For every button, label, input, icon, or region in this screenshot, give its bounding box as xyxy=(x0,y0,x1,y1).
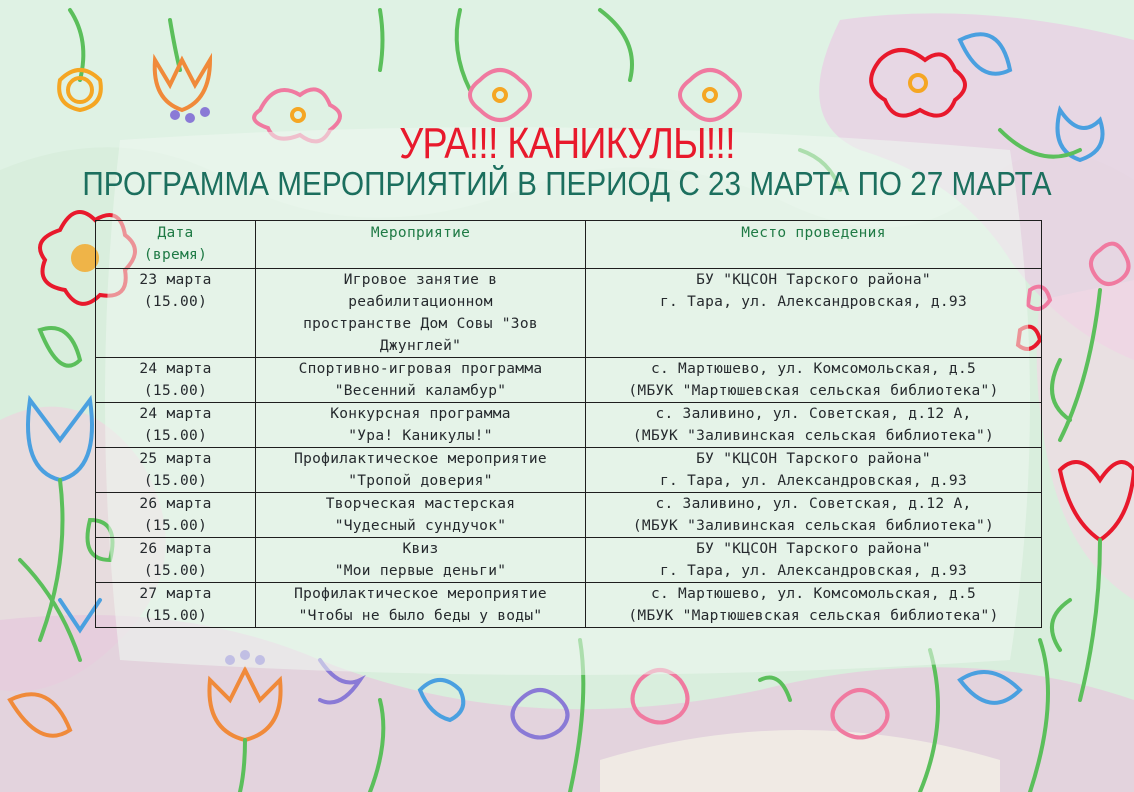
place-cell xyxy=(586,358,1042,403)
event-cell-line: "Чудесный сундучок" xyxy=(334,518,507,534)
place-cell xyxy=(586,448,1042,493)
event-cell-line: "Тропой доверия" xyxy=(348,473,493,489)
poster-title: УРА!!! КАНИКУЛЫ!!! xyxy=(399,119,735,168)
event-cell-line: "Ура! Каникулы!" xyxy=(348,428,493,444)
event-cell xyxy=(256,269,586,358)
event-cell-line: "Чтобы не было беды у воды" xyxy=(298,608,543,624)
date-cell xyxy=(96,403,256,448)
event-cell-line: пространстве Дом Совы "Зов xyxy=(303,316,538,332)
date-cell xyxy=(96,583,256,628)
event-cell-line: Творческая мастерская xyxy=(325,496,516,512)
place-cell-line: с. Заливино, ул. Советская, д.12 А, xyxy=(655,406,972,422)
event-cell xyxy=(256,538,586,583)
date-cell-line: 26 марта xyxy=(139,541,212,557)
date-cell-line: 25 марта xyxy=(139,451,212,467)
place-cell-line: (МБУК "Заливинская сельская библиотека") xyxy=(632,518,995,534)
place-cell-line: с. Мартюшево, ул. Комсомольская, д.5 xyxy=(650,586,977,602)
event-cell-line: Конкурсная программа xyxy=(330,406,511,422)
event-cell-line: "Весенний каламбур" xyxy=(334,383,507,399)
place-cell xyxy=(586,403,1042,448)
header-date xyxy=(96,221,256,269)
poster-subtitle: ПРОГРАММА МЕРОПРИЯТИЙ В ПЕРИОД С 23 МАРТА ПО 27 МАРТА xyxy=(82,165,1052,202)
event-cell xyxy=(256,358,586,403)
date-cell-line: (15.00) xyxy=(143,473,208,489)
event-cell-line: Джунглей" xyxy=(379,338,462,354)
event-cell-line: Профилактическое мероприятие xyxy=(294,586,547,602)
date-cell-line: 24 марта xyxy=(139,361,212,377)
table-row xyxy=(96,583,1042,628)
table-row xyxy=(96,269,1042,358)
place-cell-line: БУ "КЦСОН Тарского района" xyxy=(696,272,931,288)
header-date-line: Дата xyxy=(157,225,194,241)
event-cell-line: Профилактическое мероприятие xyxy=(294,451,547,467)
date-cell-line: (15.00) xyxy=(143,518,208,534)
table-row xyxy=(96,403,1042,448)
header-place xyxy=(586,221,1042,269)
place-cell-line: г. Тара, ул. Александровская, д.93 xyxy=(659,294,967,310)
table-header-row xyxy=(96,221,1042,269)
date-cell-line: (15.00) xyxy=(143,383,208,399)
place-cell xyxy=(586,538,1042,583)
event-cell-line: "Мои первые деньги" xyxy=(334,563,507,579)
event-cell-line: Квиз xyxy=(402,541,439,557)
event-cell-line: Спортивно-игровая программа xyxy=(298,361,543,377)
place-cell-line: с. Мартюшево, ул. Комсомольская, д.5 xyxy=(650,361,977,377)
header-place-line: Место проведения xyxy=(741,225,886,241)
place-cell-line: г. Тара, ул. Александровская, д.93 xyxy=(659,473,967,489)
date-cell xyxy=(96,269,256,358)
date-cell-line: 24 марта xyxy=(139,406,212,422)
place-cell-line: (МБУК "Мартюшевская сельская библиотека") xyxy=(628,383,999,399)
event-cell xyxy=(256,493,586,538)
event-cell xyxy=(256,403,586,448)
header-date-line: (время) xyxy=(143,247,208,263)
event-cell xyxy=(256,448,586,493)
header-event xyxy=(256,221,586,269)
place-cell-line: БУ "КЦСОН Тарского района" xyxy=(696,451,931,467)
place-cell-line: г. Тара, ул. Александровская, д.93 xyxy=(659,563,967,579)
place-cell-line: (МБУК "Мартюшевская сельская библиотека") xyxy=(628,608,999,624)
date-cell-line: 23 марта xyxy=(139,272,212,288)
place-cell-line: с. Заливино, ул. Советская, д.12 А, xyxy=(655,496,972,512)
date-cell-line: (15.00) xyxy=(143,428,208,444)
date-cell-line: 26 марта xyxy=(139,496,212,512)
date-cell xyxy=(96,538,256,583)
date-cell-line: (15.00) xyxy=(143,608,208,624)
place-cell xyxy=(586,269,1042,358)
date-cell xyxy=(96,448,256,493)
table-row xyxy=(96,448,1042,493)
place-cell-line: (МБУК "Заливинская сельская библиотека") xyxy=(632,428,995,444)
event-cell xyxy=(256,583,586,628)
table-row xyxy=(96,358,1042,403)
event-cell-line: Игровое занятие в xyxy=(343,272,498,288)
date-cell xyxy=(96,358,256,403)
event-cell-line: реабилитационном xyxy=(348,294,493,310)
table-body xyxy=(96,269,1042,628)
table-row xyxy=(96,538,1042,583)
header-event-line: Мероприятие xyxy=(370,225,471,241)
events-table xyxy=(95,220,1042,628)
place-cell-line: БУ "КЦСОН Тарского района" xyxy=(696,541,931,557)
table-row xyxy=(96,493,1042,538)
place-cell xyxy=(586,493,1042,538)
date-cell-line: (15.00) xyxy=(143,294,208,310)
date-cell xyxy=(96,493,256,538)
place-cell xyxy=(586,583,1042,628)
date-cell-line: (15.00) xyxy=(143,563,208,579)
date-cell-line: 27 марта xyxy=(139,586,212,602)
